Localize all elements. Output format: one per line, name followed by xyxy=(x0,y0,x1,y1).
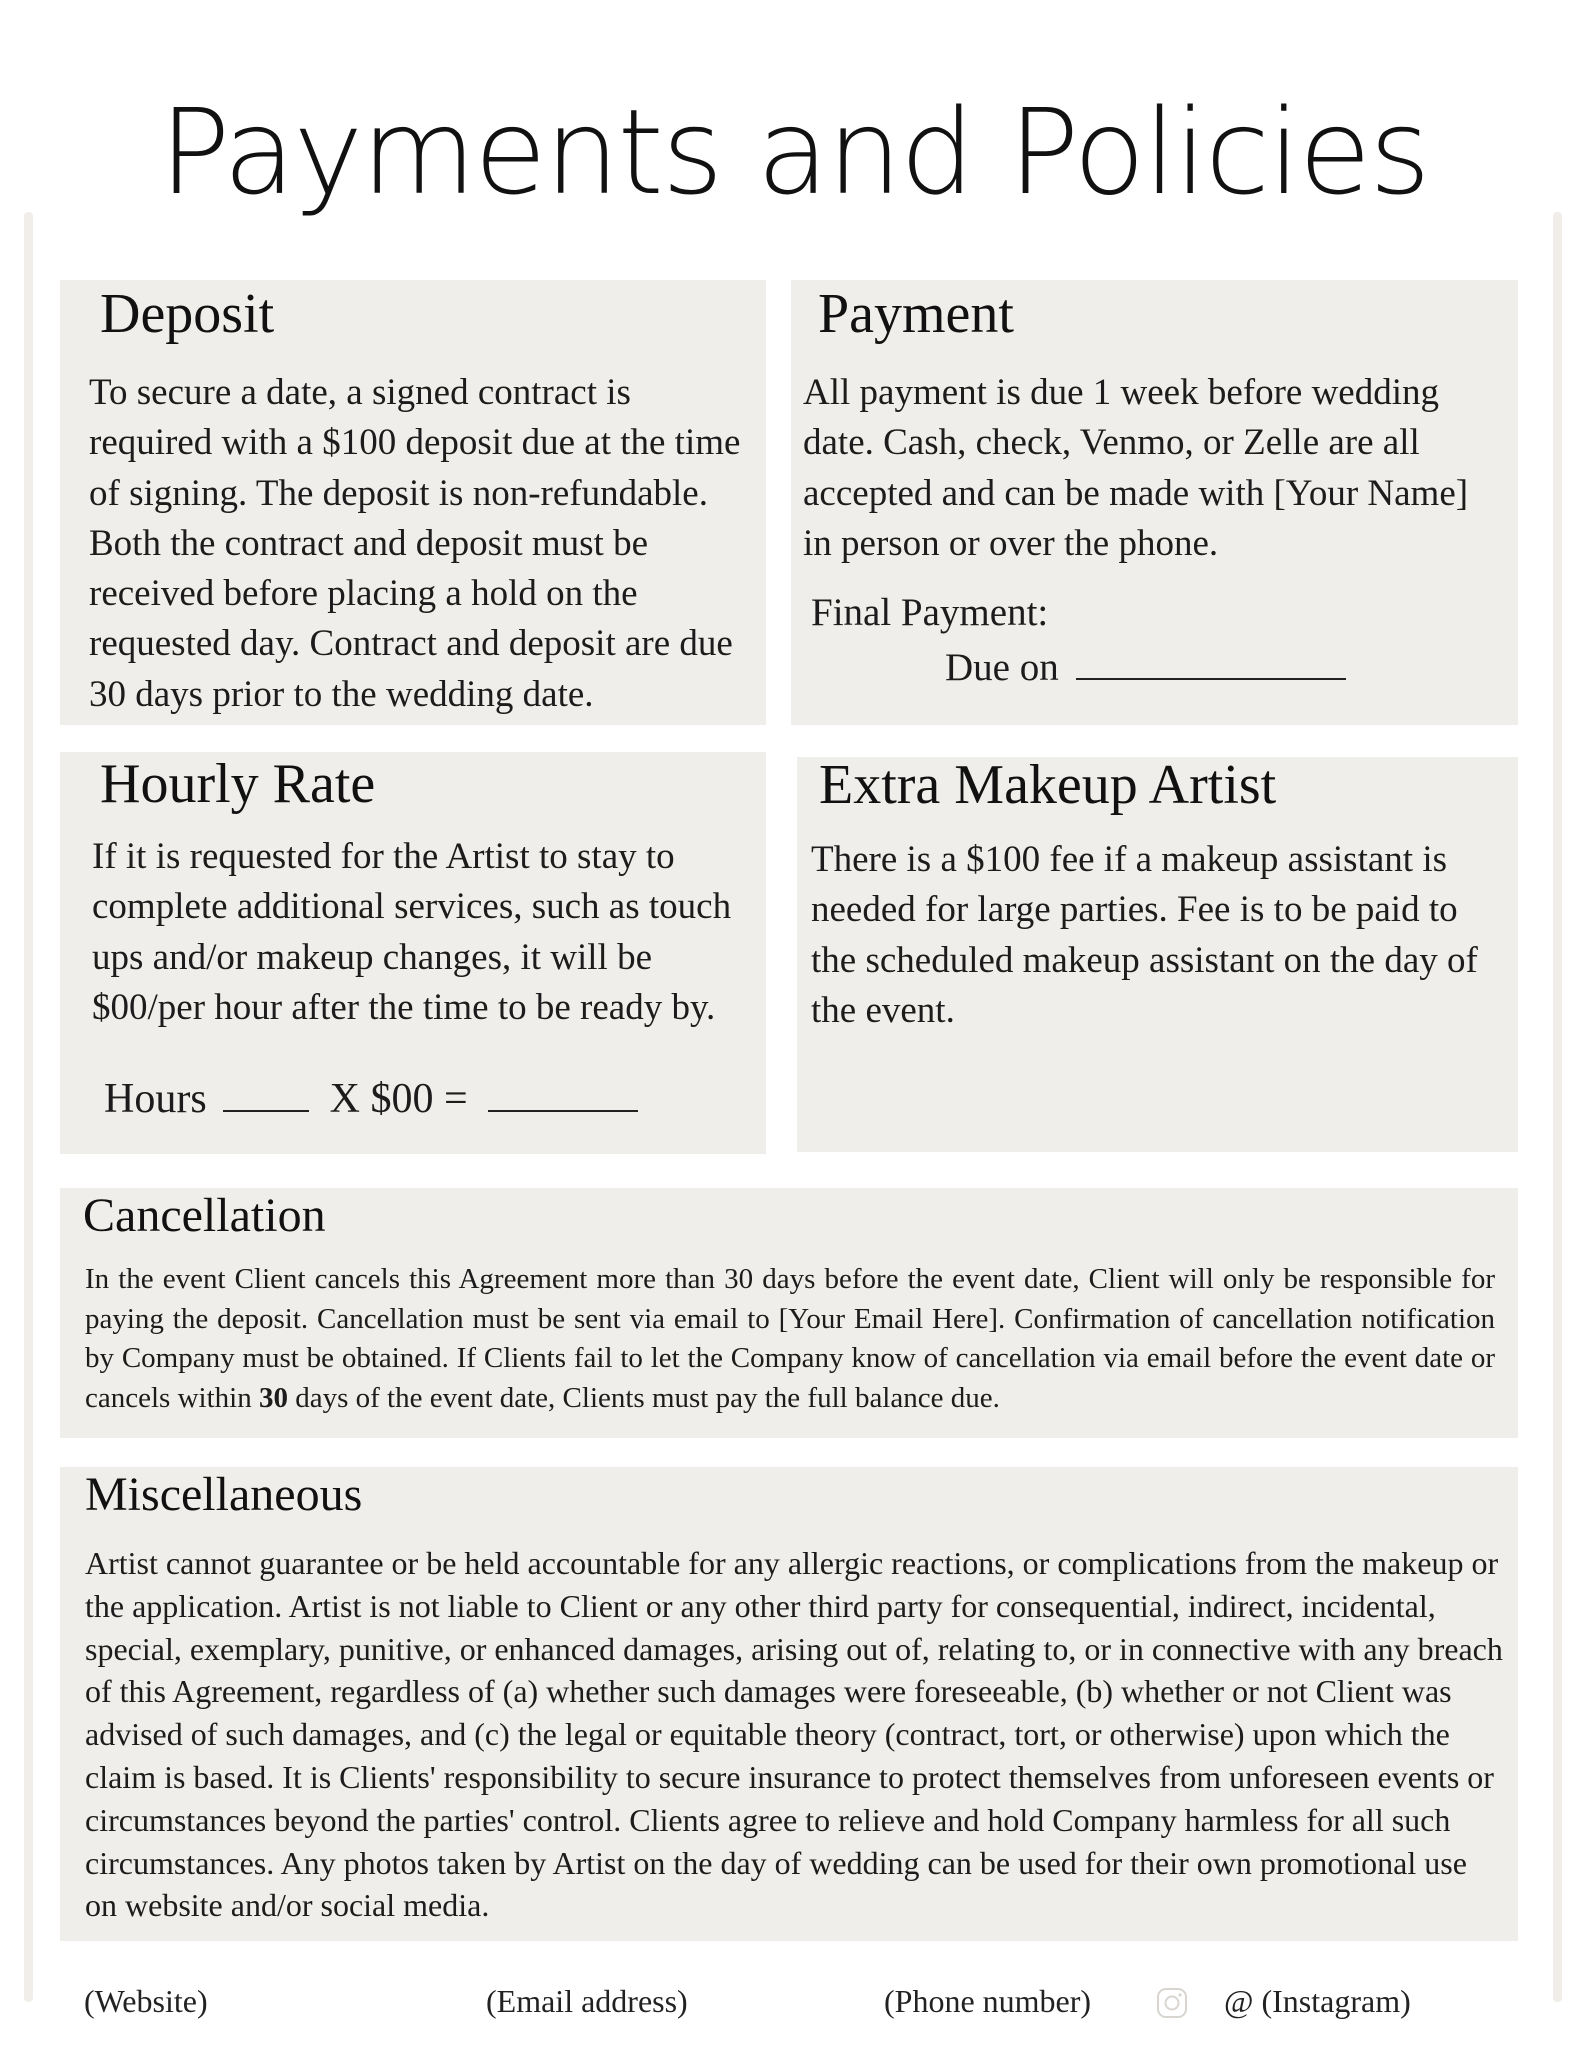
cancellation-text-part-1: In the event Client cancels this Agreement more than 30 days before the event date, Client will only be responsible for paying the deposit. Cancellation must be sent via email to [Your Email Here]. Confirmation of cancellation notification by Company must be obtained. If Clients fail to let the Company know of cancellation via email before the event date or cancels within xyxy=(85,1263,1495,1414)
extra-makeup-artist-heading: Extra Makeup Artist xyxy=(819,754,1277,816)
cancellation-section xyxy=(60,1188,1518,1438)
deposit-heading: Deposit xyxy=(100,283,275,345)
footer-instagram[interactable]: @ (Instagram) xyxy=(1224,1983,1411,2019)
page-title: Payments and Policies xyxy=(159,83,1429,221)
instagram-icon[interactable] xyxy=(1155,1986,1189,2020)
footer-phone[interactable]: (Phone number) xyxy=(884,1983,1092,2019)
hours-calculation-row xyxy=(104,1072,638,1123)
right-border-rule xyxy=(1553,212,1562,2002)
extra-makeup-artist-section xyxy=(797,754,1518,1152)
due-on-row xyxy=(945,643,1346,690)
miscellaneous-heading: Miscellaneous xyxy=(85,1468,363,1521)
total-blank[interactable] xyxy=(488,1072,638,1112)
deposit-section xyxy=(60,280,766,725)
hourly-rate-text: If it is requested for the Artist to stay to complete additional services, such as touch ups and/or makeup changes, it will be $00/per hour after the time to be ready by. xyxy=(92,836,732,1028)
hourly-rate-section xyxy=(60,752,766,1154)
due-date-blank[interactable] xyxy=(1076,643,1346,680)
left-border-rule xyxy=(24,212,33,2002)
payment-heading: Payment xyxy=(818,283,1014,345)
hours-blank[interactable] xyxy=(223,1072,309,1112)
footer-website[interactable]: (Website) xyxy=(84,1983,208,2019)
cancellation-heading: Cancellation xyxy=(83,1189,326,1242)
deposit-text: To secure a date, a signed contract is required with a $100 deposit due at the time of signing. The deposit is non-refundable. Both the contract and deposit must be received before placing a hold on the requested day. Contract and deposit are due 30 days prior to the wedding date. xyxy=(89,372,741,715)
cancellation-days-bold: 30 xyxy=(258,1381,288,1414)
cancellation-text xyxy=(85,1260,1495,1418)
hours-label: Hours xyxy=(104,1075,207,1122)
cancellation-text-part-2: days of the event date, Clients must pay the full balance due. xyxy=(287,1381,1000,1414)
miscellaneous-section xyxy=(60,1467,1518,1941)
final-payment-label: Final Payment: xyxy=(811,591,1049,634)
extra-makeup-artist-text: There is a $100 fee if a makeup assistant is needed for large parties. Fee is to be paid to the scheduled makeup assistant on the day of the event. xyxy=(811,839,1478,1031)
rate-label: X $00 = xyxy=(329,1075,468,1122)
payment-text: All payment is due 1 week before wedding date. Cash, check, Venmo, or Zelle are all accepted and can be made with [Your Name] in person or over the phone. xyxy=(803,372,1469,564)
due-on-label: Due on xyxy=(945,646,1059,690)
hourly-rate-heading: Hourly Rate xyxy=(100,753,376,815)
footer-email[interactable]: (Email address) xyxy=(486,1983,688,2019)
payment-section xyxy=(791,280,1518,725)
miscellaneous-text: Artist cannot guarantee or be held accountable for any allergic reactions, or complications from the makeup or the application. Artist is not liable to Client or any other third party for consequential, indirect, incidental, special, exemplary, punitive, or enhanced damages, arising out of, relating to, or in connective with any breach of this Agreement, regardless of (a) whether such damages were foreseeable, (b) whether or not Client was advised of such damages, and (c) the legal or equitable theory (contract, tort, or otherwise) upon which the claim is based. It is Clients' responsibility to secure insurance to protect themselves from unforeseen events or circumstances beyond the parties' control. Clients agree to relieve and hold Company harmless for all such circumstances. Any photos taken by Artist on the day of wedding can be used for their own promotional use on website and/or social media. xyxy=(85,1545,1503,1924)
